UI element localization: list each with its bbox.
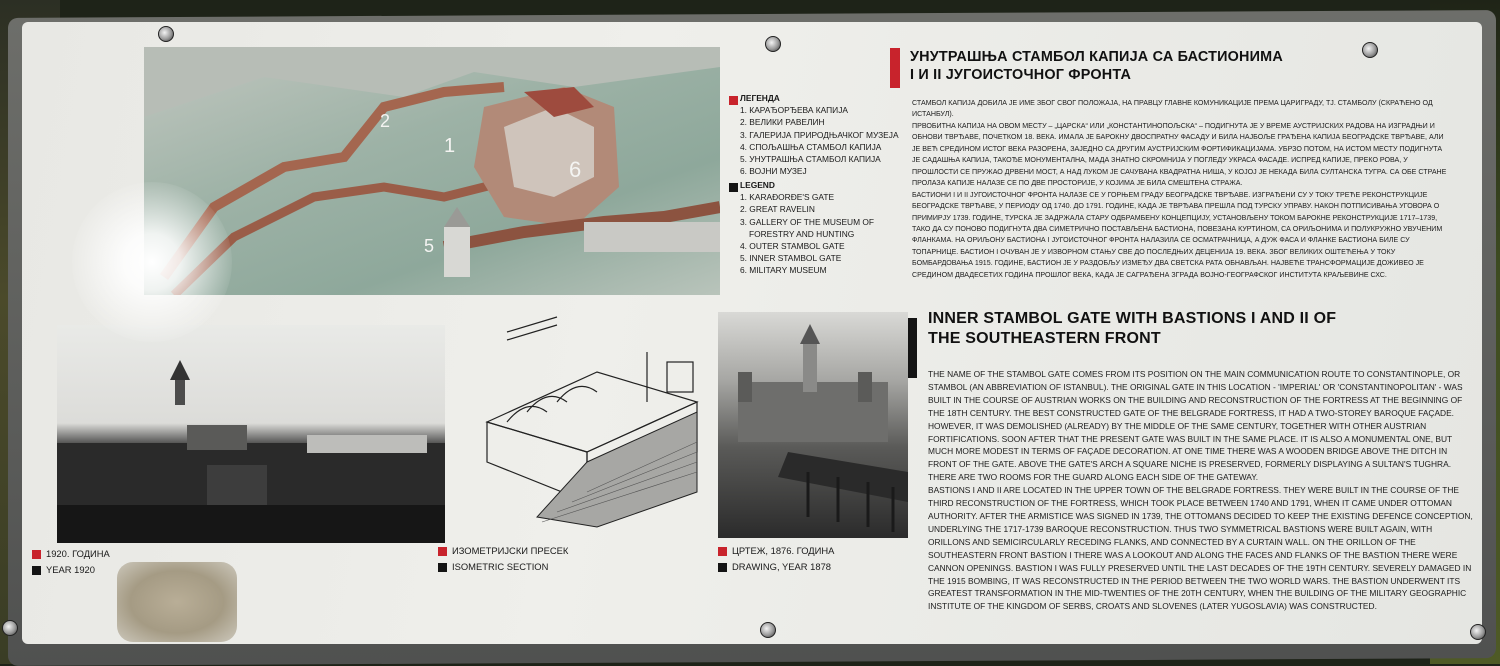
body-en-paragraph: THE NAME OF THE STAMBOL GATE COMES FROM ITS POSITION ON THE MAIN COMMUNICATION ROUTE TO CONSTANTINOPLE, OR STAMBOL (AN ABBREVIATION OF ISTANBUL). THE ORIGINAL GATE IN THIS LOCATION - 'IMPERIAL' OR 'CONSTANTINOPOLITAN' - WAS BUILT IN THE COURSE OF AUSTRIAN WORKS ON THE BUILDING AND RECONSTRUCTION OF THE FORTRESS AT THE BEGINNING OF THE 18TH CENTURY. THE BEST CONSTRUCTED GATE OF THE BELGRADE FORTRESS, IT HAD A TWO-STOREY BAROQUE FAÇADE. HOWEVER, IT WAS DEMOLISHED (ALREADY) BY THE MIDDLE OF THE SAME CENTURY, TOGETHER WITH OTHER AUSTRIAN FORTIFICATIONS. SOON AFTER THAT THE PRESENT GATE WAS BUILT IN THE SAME PLACE. IT IS ALSO A MONUMENTAL ONE, BUT MUCH MORE MODEST IN TERMS OF FAÇADE DECORATION. AT ONE TIME THERE WAS A WOODEN BRIDGE ABOVE THE DITCH IN FRONT OF THE GATE. ABOVE THE GATE'S ARCH A SQUARE NICHE IS PRESERVED, FORMERLY DISPLAYING A SULTAN'S TUGHRA. THERE ARE TWO ROOMS FOR THE GUARD ALONG EACH SIDE OF THE GATEWAY. (928, 369, 1463, 483)
caption-photo-sr-marker (32, 550, 41, 559)
legend-en-heading: LEGEND (740, 180, 775, 190)
body-sr-paragraph: ПРВОБИТНА КАПИЈА НА ОВОМ МЕСТУ – „ЦАРСКА“ ИЛИ „КОНСТАНТИНОПОЉСКА“ – ПОДИГНУТА ЈЕ У ВРЕМЕ АУСТРИЈСКИХ РАДОВА НА ИЗГРАДЊИ И ОБНОВИ ТВРЂАВЕ, ПОЧЕТКОМ 18. ВЕКА. ИМАЛА ЈЕ БАРОКНУ ДВОСПРАТНУ ФАСАДУ И БИЛА НАЈБОЉЕ ГРАЂЕНА КАПИЈА БЕОГРАДСКЕ ТВРЂАВЕ, АЛИ ЈЕ ВЕЋ СРЕДИНОМ ИСТОГ ВЕКА РАЗОРЕНА, ЗАЈЕДНО СА ДРУГИМ АУСТРИЈСКИМ ФОРТИФИКАЦИЈАМА. УБРЗО ПОТОМ, НА ИСТОМ МЕСТУ ПОДИГНУТА ЈЕ САДАШЊА КАПИЈА, ТАКОЂЕ МОНУМЕНТАЛНА, МАДА ЗНАТНО СКРОМНИЈА У ПОГЛЕДУ УКРАСА ФАСАДЕ. ИСПРЕД КАПИЈЕ, ПРЕКО РОВА, У ПРОШЛОСТИ СЕ ПРУЖАО ДРВЕНИ МОСТ, А НАД ЛУКОМ ЈЕ САЧУВАНА КВАДРАТНА НИША, У КОЈОЈ ЈЕ НЕКАДА БИЛА СУЛТАНСКА ТУГРА. СА ОБЕ СТРАНЕ ПРОЛАЗА КАПИЈЕ НАЛАЗЕ СЕ ПО ДВЕ ПРОСТОРИЈЕ, У КОЈИМА ЈЕ БИЛА СМЕШТЕНА СТРАЖА. (912, 121, 1447, 188)
photo-illustration (57, 325, 445, 543)
caption-section-sr: ИЗОМЕТРИЈСКИ ПРЕСЕК (452, 545, 569, 556)
engraving-drawing-1876 (718, 312, 908, 538)
legend-sr-item: 3. ГАЛЕРИЈА ПРИРОДЊАЧКОГ МУЗЕЈА (740, 129, 899, 140)
title-en-line: THE SOUTHEASTERN FRONT (928, 330, 1161, 347)
title-sr (910, 48, 1283, 84)
legend-en-item: 2. GREAT RAVELIN (740, 204, 815, 215)
legend-sr-item: 1. КАРАЂОРЂЕВА КАПИЈА (740, 105, 848, 116)
title-en-line: INNER STAMBOL GATE WITH BASTIONS I AND II OF (928, 310, 1337, 327)
map-number-2: 2 (380, 111, 391, 131)
caption-drawing-en: DRAWING, YEAR 1878 (732, 561, 831, 572)
title-sr-line: I И II ЈУГОИСТОЧНОГ ФРОНТА (910, 67, 1132, 83)
legend-en-item: 6. MILITARY MUSEUM (740, 265, 827, 276)
aerial-fortress-map (144, 47, 720, 295)
body-en (928, 368, 1473, 613)
body-sr-paragraph: СТАМБОЛ КАПИЈА ДОБИЛА ЈЕ ИМЕ ЗБОГ СВОГ ПОЛОЖАЈА, НА ПРАВЦУ ГЛАВНЕ КОМУНИКАЦИЈЕ ПРЕМА ЦАРИГРАДУ, ТЈ. СТАМБОЛУ (СКРАЋЕНО ОД ИСТАНБУЛ). (912, 99, 1433, 119)
legend-sr-heading: ЛЕГЕНДА (740, 93, 780, 103)
info-board (22, 22, 1482, 644)
map-number-6: 6 (569, 157, 582, 182)
isometric-illustration (467, 312, 727, 542)
legend-en-item: 1. KARAĐORĐE'S GATE (740, 192, 835, 203)
isometric-section-drawing (467, 312, 727, 542)
caption-drawing-en-marker (718, 563, 727, 572)
caption-photo-en: YEAR 1920 (46, 564, 95, 575)
screw-icon (158, 26, 174, 42)
legend-en-item: 4. OUTER STAMBOL GATE (740, 241, 845, 252)
title-sr-line: УНУТРАШЊА СТАМБОЛ КАПИЈА СА БАСТИОНИМА (910, 49, 1283, 65)
screw-icon (760, 622, 776, 638)
map-number-1: 1 (444, 135, 456, 157)
caption-photo-sr: 1920. ГОДИНА (46, 548, 110, 559)
map-illustration (144, 47, 720, 295)
caption-drawing-sr: ЦРТЕЖ, 1876. ГОДИНА (732, 545, 835, 556)
screw-icon (1362, 42, 1378, 58)
body-en-paragraph: BASTIONS I AND II ARE LOCATED IN THE UPPER TOWN OF THE BELGRADE FORTRESS. THEY WERE BUILT IN THE COURSE OF THE THIRD RECONSTRUCTION OF THE FORTRESS, WHICH TOOK PLACE BETWEEN 1740 AND 1791, WHEN IT CAME UNDER OTTOMAN AUTHORITY. AFTER THE ARMISTICE WAS SIGNED IN 1739, THE OTTOMANS DECIDED TO KEEP THE EXISTING DEFENCE CONCEPTION, UNDERLYING THE 1717-1739 BAROQUE RECONSTRUCTION. THUS TWO SYMMETRICAL BASTIONS WERE BUILT AGAIN, WITH ORILLONS AND SEMICIRCULARLY RECEDING FLANKS, AND CONNECTED BY A CURTAIN WALL. ON THE ORILLON OF THE SOUTHEASTERN FRONT BASTION I THERE WAS A LOOKOUT AND ALONG THE FACES AND FLANKS OF THE BASTION THERE WERE CANNON OPENINGS. BASTION I WAS FULLY PRESERVED UNTIL THE LAST DECADES OF THE 19TH CENTURY. SEVERELY DAMAGED IN THE 1915 BOMBING, IT WAS RECONSTRUCTED IN THE PERIOD BETWEEN THE TWO WORLD WARS. THE BASTION UNDERWENT ITS GREATEST TRANSFORMATION IN THE MID-TWENTIES OF THE 20TH CENTURY, WHEN THE BUILDING OF THE MILITARY GEOGRAPHIC INSTITUTE OF THE KINGDOM OF SERBS, CROATS AND SLOVENES (LATER YUGOSLAVIA) WAS CONSTRUCTED. (928, 485, 1473, 612)
screw-icon (765, 36, 781, 52)
historic-photo-1920 (57, 325, 445, 543)
screw-icon (1470, 624, 1486, 640)
body-sr (912, 98, 1452, 281)
map-number-5: 5 (424, 236, 435, 256)
legend-sr-item: 5. УНУТРАШЊА СТАМБОЛ КАПИЈА (740, 154, 881, 165)
title-sr-bar (890, 48, 900, 88)
caption-section-sr-marker (438, 547, 447, 556)
legend-en-item: FORESTRY AND HUNTING (749, 228, 855, 239)
tape-residue (117, 562, 237, 642)
legend-sr-marker (729, 96, 738, 105)
legend-sr (740, 92, 899, 177)
legend-sr-item: 2. ВЕЛИКИ РАВЕЛИН (740, 117, 825, 128)
legend-en-item: 5. INNER STAMBOL GATE (740, 253, 842, 264)
caption-drawing-sr-marker (718, 547, 727, 556)
legend-en-marker (729, 183, 738, 192)
engraving-illustration (718, 312, 908, 538)
legend-sr-item: 4. СПОЉАШЊА СТАМБОЛ КАПИЈА (740, 141, 882, 152)
caption-section-en-marker (438, 563, 447, 572)
screw-icon (2, 620, 18, 636)
caption-section-en: ISOMETRIC SECTION (452, 561, 549, 572)
title-en (928, 309, 1336, 349)
caption-photo-en-marker (32, 566, 41, 575)
body-sr-paragraph: БАСТИОНИ I И II ЈУГОИСТОЧНОГ ФРОНТА НАЛАЗЕ СЕ У ГОРЊЕМ ГРАДУ БЕОГРАДСКЕ ТВРЂАВЕ. ИЗГРАЂЕНИ СУ У ТОКУ ТРЕЋЕ РЕКОНСТРУКЦИЈЕ БЕОГРАДСКЕ ТВРЂАВЕ, У ПЕРИОДУ ОД 1740. ДО 1791. ГОДИНЕ, КАДА ЈЕ ТВРЂАВА ПРЕШЛА ПОД ТУРСКУ УПРАВУ. НАКОН ПОТПИСИВАЊА УГОВОРА О ПРИМИРЈУ 1739. ГОДИНЕ, ТУРСКА ЈЕ ЗАДРЖАЛА СТАРУ ОДБРАМБЕНУ КОНЦЕПЦИЈУ, УСТАНОВЉЕНУ ТОКОМ БАРОКНЕ РЕКОНСТРУКЦИЈЕ 1717–1739, ТАКО ДА СУ ПОНОВО ПОДИГНУТА ДВА СИМЕТРИЧНО ПОСТАВЉЕНА БАСТИОНА, ПОВЕЗАНА КУРТИНОМ, СА ОРИЉОНИМА И ПОЛУКРУЖНО УВУЧЕНИМ ФЛАНКАМА. НА ОРИЉОНУ БАСТИОНА I ЈУГОИСТОЧНОГ ФРОНТА НАЛАЗИЛА СЕ ОСМАТРАЧНИЦА, А ДУЖ ФАСА И ФЛАНКЕ БАСТИОНА БИЛЕ СУ ТОПАРНИЦЕ. БАСТИОН I ОЧУВАН ЈЕ У ИЗВОРНОМ СТАЊУ СВЕ ДО ПОСЛЕДЊИХ ДЕЦЕНИЈА 19. ВЕКА. ЗБОГ ВЕЛИКИХ ОШТЕЋЕЊА У ТОКУ БОМБАРДОВАЊА 1915. ГОДИНЕ, БАСТИОН ЈЕ У РАЗДОБЉУ ИЗМЕЂУ ДВА СВЕТСКА РАТА ОБНАВЉАН. НАЈВЕЋЕ ТРАНСФОРМАЦИЈЕ ДОЖИВЕО ЈЕ СРЕДИНОМ ДВАДЕСЕТИХ ГОДИНА ПРОШЛОГ ВЕКА, КАДА ЈЕ САГРАЂЕНА ЗГРАДА ВОЈНО-ГЕОГРАФСКОГ ИНСТИТУТА КРАЉЕВИНЕ СХС. (912, 190, 1443, 279)
legend-en (740, 179, 874, 277)
legend-en-item: 3. GALLERY OF THE MUSEUM OF (740, 216, 875, 227)
legend-sr-item: 6. ВОЈНИ МУЗЕЈ (740, 166, 807, 177)
